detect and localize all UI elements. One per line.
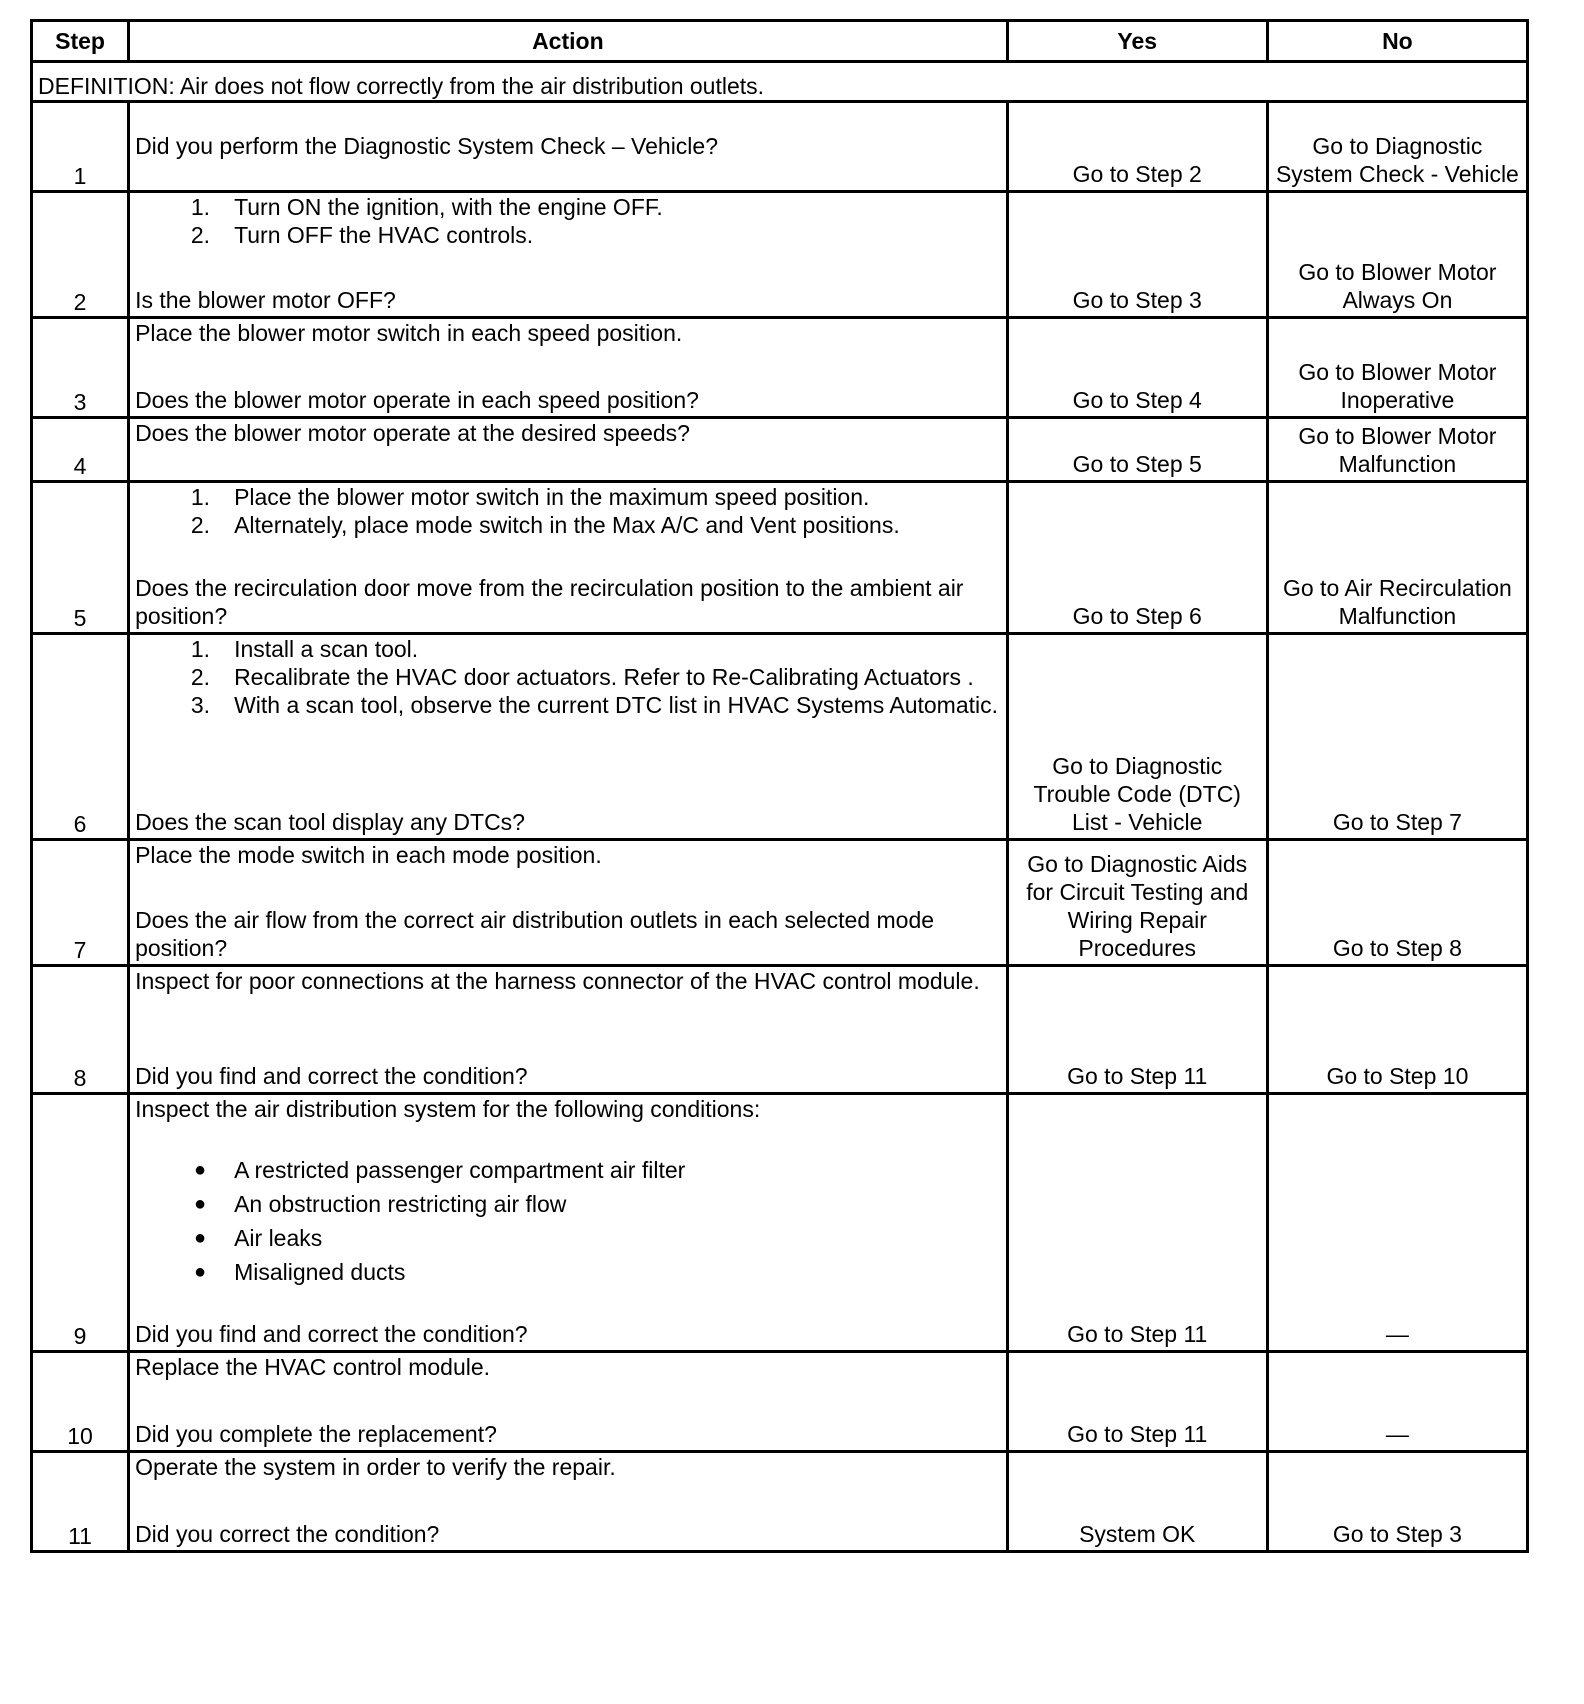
action-cell bbox=[129, 1094, 1008, 1352]
step-number: 4 bbox=[32, 418, 129, 482]
action-intro: Place the mode switch in each mode position. bbox=[135, 842, 602, 868]
step-number: 6 bbox=[32, 634, 129, 840]
header-step: Step bbox=[32, 21, 129, 62]
action-step-item bbox=[135, 691, 1001, 719]
no-result: Go to Blower Motor Inoperative bbox=[1267, 318, 1527, 418]
item-number: 2. bbox=[190, 512, 211, 538]
action-cell bbox=[129, 418, 1008, 482]
no-result: Go to Step 8 bbox=[1267, 840, 1527, 966]
action-cell bbox=[129, 966, 1008, 1094]
action-cell bbox=[129, 482, 1008, 634]
header-no: No bbox=[1267, 21, 1527, 62]
no-result: Go to Air Recirculation Malfunction bbox=[1267, 482, 1527, 634]
conditions-list bbox=[135, 1153, 1001, 1289]
condition-text: Air leaks bbox=[234, 1225, 323, 1251]
action-intro: Inspect for poor connections at the harness connector of the HVAC control module. bbox=[135, 968, 980, 994]
no-result: Go to Blower Motor Always On bbox=[1267, 192, 1527, 318]
action-intro: Does the blower motor operate at the desired speeds? bbox=[135, 420, 690, 446]
action-step-item bbox=[135, 635, 1001, 663]
action-question: Did you find and correct the condition? bbox=[135, 1321, 528, 1347]
yes-result: Go to Step 5 bbox=[1007, 418, 1267, 482]
no-result: Go to Step 10 bbox=[1267, 966, 1527, 1094]
header-yes: Yes bbox=[1007, 21, 1267, 62]
definition-text: DEFINITION: Air does not flow correctly from the air distribution outlets. bbox=[32, 62, 1528, 102]
step-number: 10 bbox=[32, 1352, 129, 1452]
item-text: Install a scan tool. bbox=[234, 636, 419, 662]
table-row bbox=[32, 102, 1528, 192]
action-steps-list bbox=[135, 193, 1001, 249]
action-steps-list bbox=[135, 483, 1001, 539]
yes-result: Go to Step 4 bbox=[1007, 318, 1267, 418]
table-row bbox=[32, 966, 1528, 1094]
action-step-item bbox=[135, 663, 1001, 691]
action-cell bbox=[129, 634, 1008, 840]
table-row bbox=[32, 482, 1528, 634]
table-row bbox=[32, 418, 1528, 482]
condition-text: A restricted passenger compartment air filter bbox=[234, 1157, 686, 1183]
header-action: Action bbox=[129, 21, 1008, 62]
step-number: 5 bbox=[32, 482, 129, 634]
condition-item bbox=[135, 1187, 1001, 1221]
action-cell bbox=[129, 1452, 1008, 1552]
action-intro: Place the blower motor switch in each speed position. bbox=[135, 320, 683, 346]
item-number: 1. bbox=[190, 194, 211, 220]
action-step-item bbox=[135, 193, 1001, 221]
item-text: Recalibrate the HVAC door actuators. Refer to Re-Calibrating Actuators . bbox=[234, 664, 974, 690]
table-row bbox=[32, 192, 1528, 318]
table-row bbox=[32, 634, 1528, 840]
diagnostic-table bbox=[30, 19, 1529, 1553]
bullet-icon: ● bbox=[193, 1227, 207, 1249]
yes-result: Go to Step 2 bbox=[1007, 102, 1267, 192]
step-number: 8 bbox=[32, 966, 129, 1094]
action-step-item bbox=[135, 221, 1001, 249]
table-row bbox=[32, 1352, 1528, 1452]
item-number: 1. bbox=[190, 484, 211, 510]
yes-result: Go to Diagnostic Aids for Circuit Testing and Wiring Repair Procedures bbox=[1007, 840, 1267, 966]
step-number: 9 bbox=[32, 1094, 129, 1352]
yes-result: System OK bbox=[1007, 1452, 1267, 1552]
action-intro: Replace the HVAC control module. bbox=[135, 1354, 491, 1380]
no-result: Go to Step 3 bbox=[1267, 1452, 1527, 1552]
yes-result: Go to Diagnostic Trouble Code (DTC) List - Vehicle bbox=[1007, 634, 1267, 840]
action-question: Does the scan tool display any DTCs? bbox=[135, 809, 525, 835]
condition-item bbox=[135, 1255, 1001, 1289]
action-step-item bbox=[135, 483, 1001, 511]
bullet-icon: ● bbox=[193, 1193, 207, 1215]
step-number: 11 bbox=[32, 1452, 129, 1552]
action-cell bbox=[129, 1352, 1008, 1452]
item-number: 2. bbox=[190, 664, 211, 690]
no-result: Go to Step 7 bbox=[1267, 634, 1527, 840]
item-text: With a scan tool, observe the current DTC list in HVAC Systems Automatic. bbox=[234, 692, 999, 718]
action-intro: Inspect the air distribution system for the following conditions: bbox=[135, 1096, 761, 1122]
step-number: 7 bbox=[32, 840, 129, 966]
item-text: Place the blower motor switch in the maximum speed position. bbox=[234, 484, 870, 510]
item-text: Turn OFF the HVAC controls. bbox=[234, 222, 534, 248]
action-intro: Operate the system in order to verify the repair. bbox=[135, 1454, 616, 1480]
table-row bbox=[32, 1452, 1528, 1552]
no-result: Go to Blower Motor Malfunction bbox=[1267, 418, 1527, 482]
no-result: Go to Diagnostic System Check - Vehicle bbox=[1267, 102, 1527, 192]
table-row bbox=[32, 840, 1528, 966]
header-row bbox=[32, 21, 1528, 62]
item-number: 3. bbox=[190, 692, 211, 718]
definition-row bbox=[32, 62, 1528, 102]
no-result: — bbox=[1267, 1352, 1527, 1452]
action-cell bbox=[129, 318, 1008, 418]
action-question: Did you find and correct the condition? bbox=[135, 1063, 528, 1089]
action-steps-list bbox=[135, 635, 1001, 719]
table-row bbox=[32, 318, 1528, 418]
table-row bbox=[32, 1094, 1528, 1352]
condition-item bbox=[135, 1221, 1001, 1255]
action-question: Does the air flow from the correct air distribution outlets in each selected mode position? bbox=[135, 907, 935, 961]
action-question: Did you complete the replacement? bbox=[135, 1421, 497, 1447]
condition-text: An obstruction restricting air flow bbox=[234, 1191, 567, 1217]
no-result: — bbox=[1267, 1094, 1527, 1352]
action-cell bbox=[129, 840, 1008, 966]
step-number: 3 bbox=[32, 318, 129, 418]
yes-result: Go to Step 11 bbox=[1007, 966, 1267, 1094]
action-question: Does the blower motor operate in each speed position? bbox=[135, 387, 699, 413]
action-question: Did you correct the condition? bbox=[135, 1521, 440, 1547]
item-text: Turn ON the ignition, with the engine OFF. bbox=[234, 194, 663, 220]
yes-result: Go to Step 11 bbox=[1007, 1094, 1267, 1352]
action-cell bbox=[129, 192, 1008, 318]
item-number: 1. bbox=[190, 636, 211, 662]
item-text: Alternately, place mode switch in the Max A/C and Vent positions. bbox=[234, 512, 900, 538]
condition-text: Misaligned ducts bbox=[234, 1259, 406, 1285]
bullet-icon: ● bbox=[193, 1159, 207, 1181]
action-question: Does the recirculation door move from the recirculation position to the ambient air position? bbox=[135, 575, 964, 629]
condition-item bbox=[135, 1153, 1001, 1187]
yes-result: Go to Step 3 bbox=[1007, 192, 1267, 318]
action-question: Is the blower motor OFF? bbox=[135, 287, 396, 313]
yes-result: Go to Step 6 bbox=[1007, 482, 1267, 634]
yes-result: Go to Step 11 bbox=[1007, 1352, 1267, 1452]
action-cell bbox=[129, 102, 1008, 192]
step-number: 1 bbox=[32, 102, 129, 192]
step-number: 2 bbox=[32, 192, 129, 318]
item-number: 2. bbox=[190, 222, 211, 248]
action-step-item bbox=[135, 511, 1001, 539]
bullet-icon: ● bbox=[193, 1261, 207, 1283]
action-question: Did you perform the Diagnostic System Check – Vehicle? bbox=[135, 132, 719, 159]
